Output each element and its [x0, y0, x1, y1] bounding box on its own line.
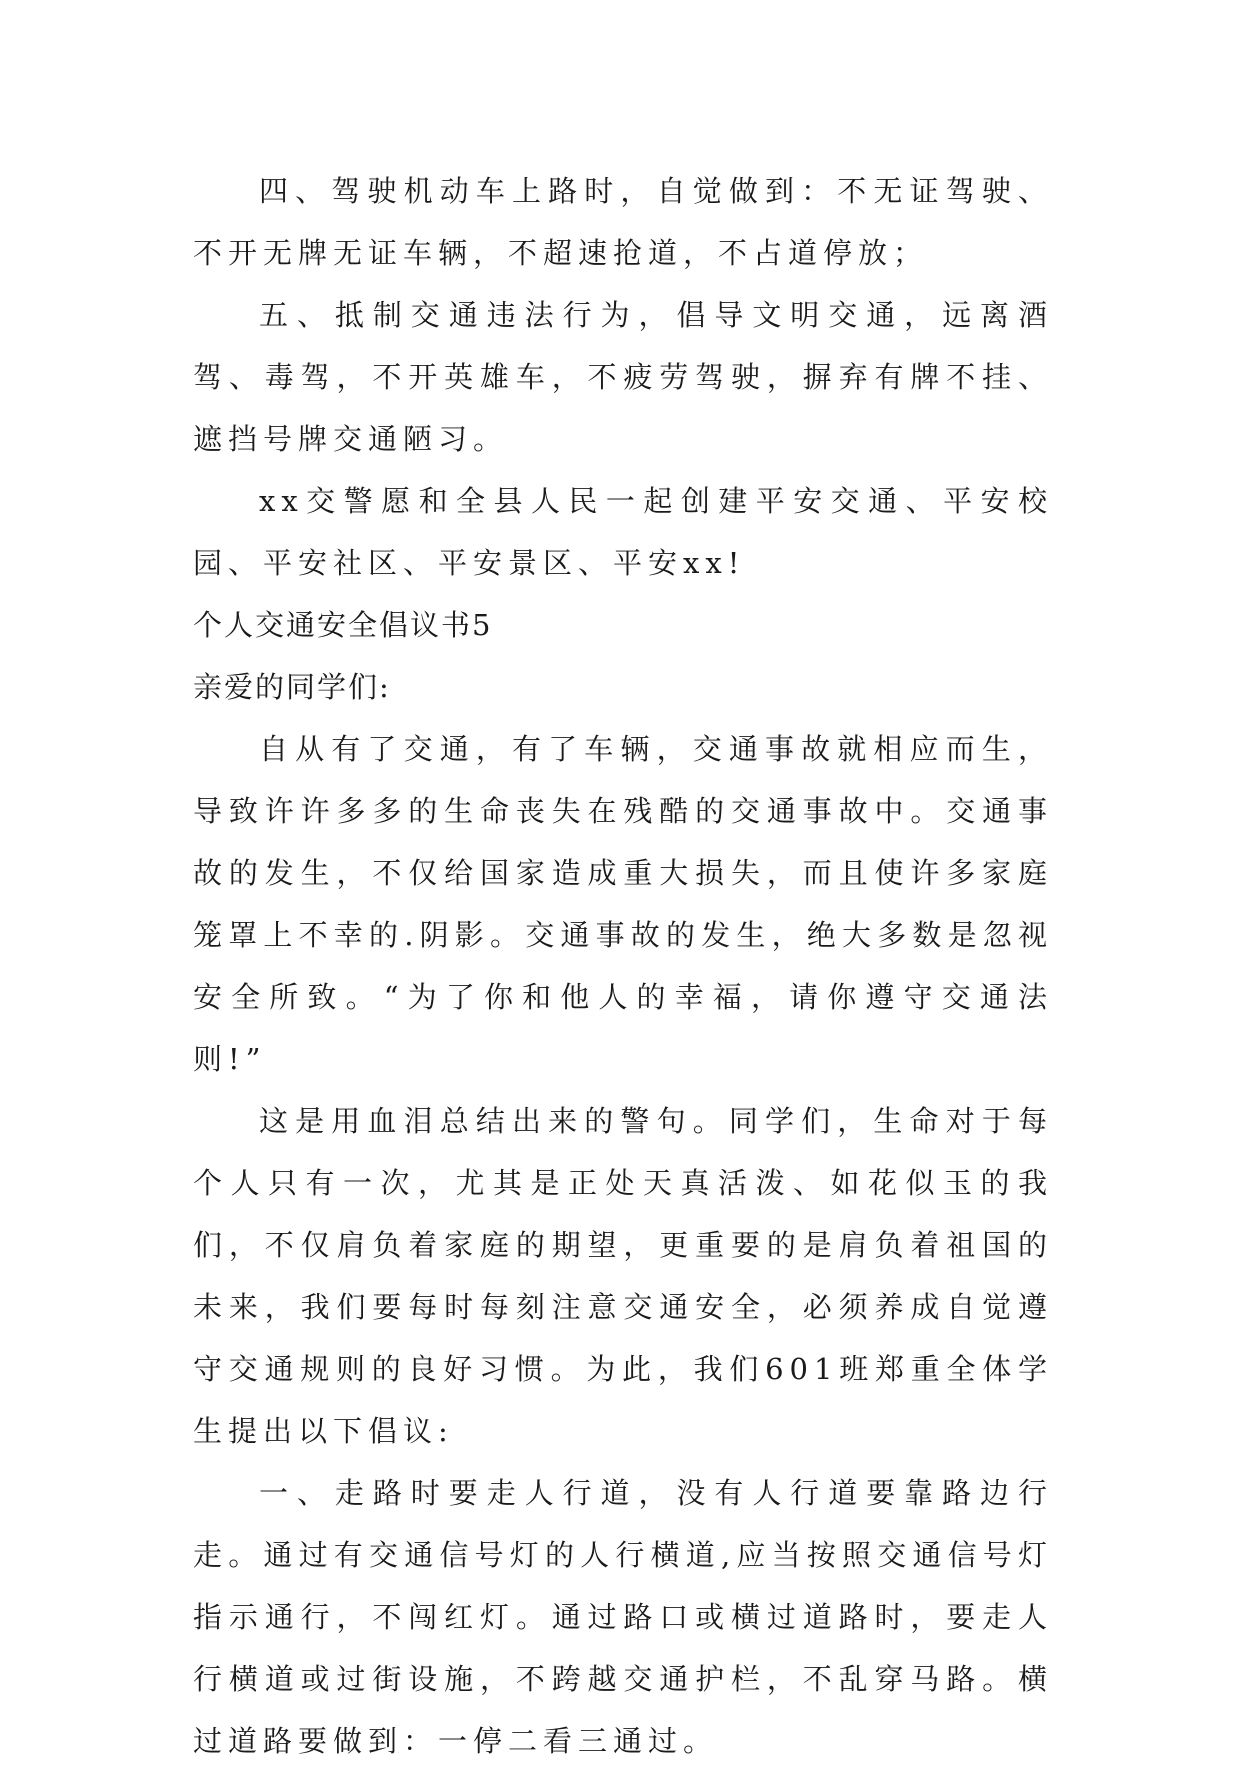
salutation: 亲爱的同学们: — [193, 670, 391, 704]
paragraph-rule-four: 四、驾驶机动车上路时，自觉做到：不无证驾驶、不开无牌无证车辆，不超速抢道，不占道停放； — [193, 174, 1053, 270]
paragraph-rule-five: 五、抵制交通违法行为，倡导文明交通，远离酒驾、毒驾，不开英雄车，不疲劳驾驶，摒弃有牌不挂、遮挡号牌交通陋习。 — [193, 298, 1053, 456]
paragraph-appeal: 这是用血泪总结出来的警句。同学们，生命对于每个人只有一次，尤其是正处天真活泼、如花似玉的我们，不仅肩负着家庭的期望，更重要的是肩负着祖国的未来，我们要每时每刻注意交通安全，必须养成自觉遵守交通规则的良好习惯。为此，我们601班郑重全体学生提出以下倡议: — [193, 1104, 1053, 1448]
paragraph-intro: 自从有了交通，有了车辆，交通事故就相应而生，导致许许多多的生命丧失在残酷的交通事故中。交通事故的发生，不仅给国家造成重大损失，而且使许多家庭笼罩上不幸的.阴影。交通事故的发生，绝大多数是忽视安全所致。“为了你和他人的幸福，请你遵守交通法则!” — [193, 732, 1053, 1076]
document-page — [193, 160, 1053, 1772]
paragraph-rule-one: 一、走路时要走人行道，没有人行道要靠路边行走。通过有交通信号灯的人行横道,应当按照交通信号灯指示通行，不闯红灯。通过路口或横过道路时，要走人行横道或过街设施，不跨越交通护栏，不乱穿马路。横过道路要做到：一停二看三通过。 — [193, 1476, 1053, 1758]
section-title: 个人交通安全倡议书5 — [193, 608, 493, 642]
paragraph-closing-pledge: xx交警愿和全县人民一起创建平安交通、平安校园、平安社区、平安景区、平安xx! — [193, 484, 1053, 580]
